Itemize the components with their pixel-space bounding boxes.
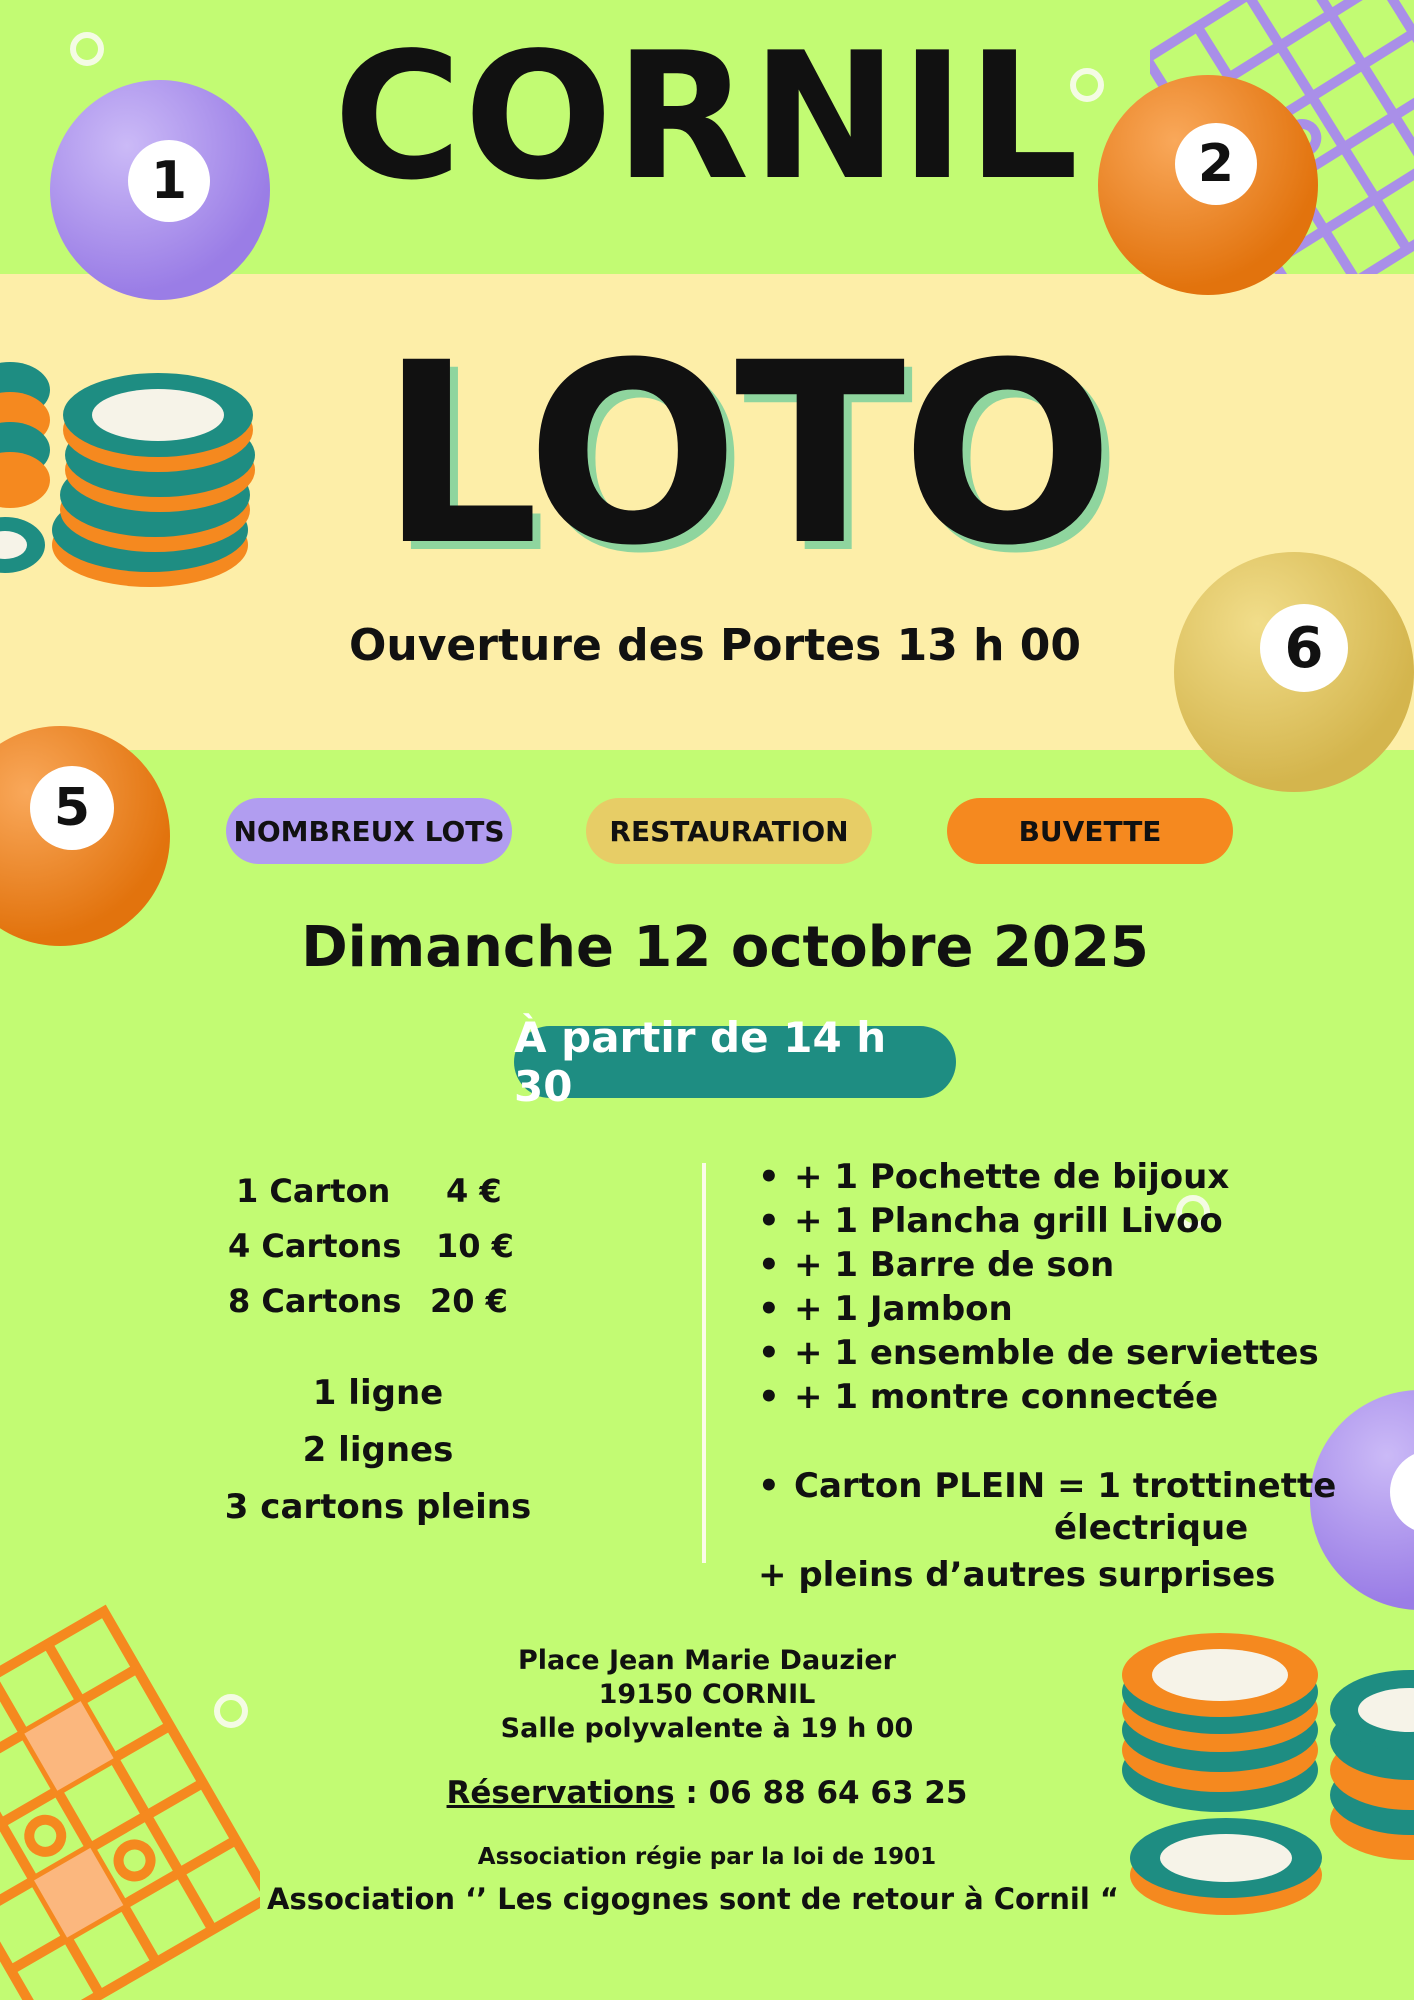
ball-number: 2 bbox=[1175, 123, 1257, 205]
reservations bbox=[0, 1775, 1414, 1811]
grand-prize-continuation: électrique bbox=[1054, 1508, 1249, 1548]
prize-text: + 1 montre connectée bbox=[794, 1377, 1219, 1417]
reservations-separator: : bbox=[674, 1775, 709, 1811]
bullet-icon: • bbox=[758, 1377, 780, 1417]
association-note: Association régie par la loi de 1901 bbox=[477, 1844, 937, 1870]
bullet-icon: • bbox=[758, 1201, 780, 1241]
prize-item bbox=[758, 1289, 1013, 1329]
grand-prize bbox=[758, 1466, 1336, 1506]
tag-nombreux-lots: NOMBREUX LOTS bbox=[226, 798, 512, 864]
prize-text: + 1 Pochette de bijoux bbox=[794, 1157, 1230, 1197]
tag-restauration: RESTAURATION bbox=[586, 798, 872, 864]
price-value: 4 € bbox=[446, 1172, 502, 1210]
event-date: Dimanche 12 octobre 2025 bbox=[301, 915, 1149, 980]
price-value: 20 € bbox=[430, 1282, 508, 1320]
prize-item bbox=[758, 1201, 1223, 1241]
prize-text: + 1 ensemble de serviettes bbox=[794, 1333, 1319, 1373]
bullet-icon: • bbox=[758, 1289, 780, 1329]
start-time-badge: À partir de 14 h 30 bbox=[514, 1026, 956, 1098]
bullet-icon: • bbox=[758, 1333, 780, 1373]
grand-prize-text: Carton PLEIN = 1 trottinette bbox=[794, 1466, 1337, 1506]
ball-number: 5 bbox=[30, 766, 114, 850]
prize-item bbox=[758, 1377, 1218, 1417]
prize-text: + 1 Jambon bbox=[794, 1289, 1013, 1329]
ball-number: 6 bbox=[1260, 604, 1348, 692]
game-line: 1 ligne bbox=[312, 1373, 444, 1413]
venue-postcode: 19150 CORNIL bbox=[598, 1679, 816, 1710]
reservations-phone: 06 88 64 63 25 bbox=[708, 1775, 968, 1811]
venue-address: Place Jean Marie Dauzier bbox=[518, 1645, 896, 1676]
ball-number: 1 bbox=[128, 140, 210, 222]
price-value: 10 € bbox=[436, 1227, 514, 1265]
prize-item bbox=[758, 1157, 1229, 1197]
price-label: 4 Cartons bbox=[228, 1227, 402, 1265]
tag-buvette: BUVETTE bbox=[947, 798, 1233, 864]
bullet-icon: • bbox=[758, 1245, 780, 1285]
town-title: CORNIL bbox=[333, 16, 1081, 219]
prize-text: + 1 Plancha grill Livoo bbox=[794, 1201, 1223, 1241]
reservations-label: Réservations bbox=[446, 1775, 675, 1811]
more-surprises: + pleins d’autres surprises bbox=[758, 1555, 1276, 1595]
game-line: 2 lignes bbox=[302, 1430, 454, 1470]
association-name: Association ‘’ Les cigognes sont de retour à Cornil “ bbox=[267, 1882, 1119, 1916]
opening-time: Ouverture des Portes 13 h 00 bbox=[349, 620, 1081, 671]
chip-stack-left bbox=[0, 330, 260, 600]
game-line: 3 cartons pleins bbox=[224, 1487, 532, 1527]
bullet-icon: • bbox=[758, 1466, 780, 1506]
prize-item bbox=[758, 1333, 1319, 1373]
column-divider bbox=[702, 1163, 706, 1563]
ball-number bbox=[1390, 1450, 1414, 1534]
price-label: 8 Cartons bbox=[228, 1282, 402, 1320]
prize-text: + 1 Barre de son bbox=[794, 1245, 1115, 1285]
bingo-ball-5 bbox=[0, 726, 170, 946]
price-label: 1 Carton bbox=[236, 1172, 391, 1210]
venue-hall: Salle polyvalente à 19 h 00 bbox=[500, 1713, 914, 1744]
bullet-icon: • bbox=[758, 1157, 780, 1197]
event-title: LOTO bbox=[380, 309, 1110, 600]
prize-item bbox=[758, 1245, 1114, 1285]
bingo-ball-6 bbox=[1174, 552, 1414, 792]
